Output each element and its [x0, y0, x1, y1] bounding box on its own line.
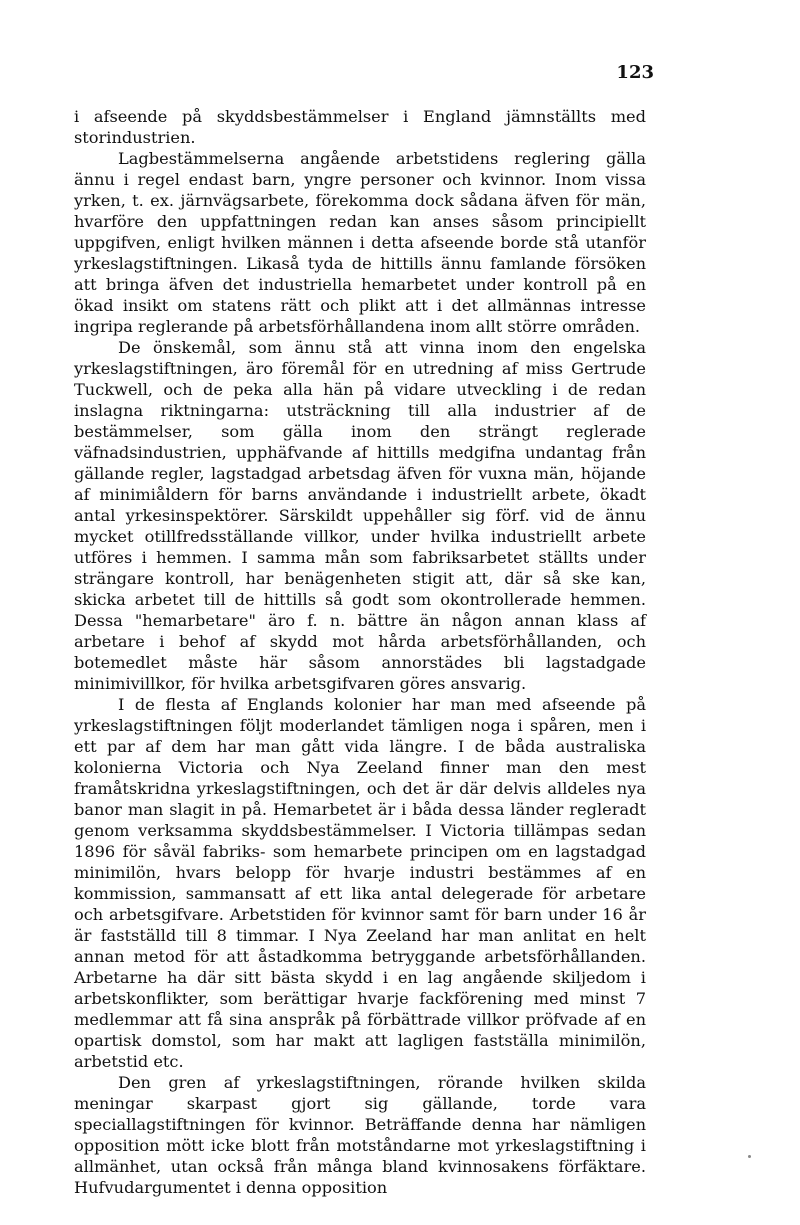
body-text [74, 106, 646, 1198]
paragraph-kolonier: I de flesta af Englands kolonier har man med afseende på yrkeslagstiftningen följt moderlandet tämligen noga i spåren, men i ett par af dem har man gått vida längre. I de båda australiska kolonierna Victoria och Nya Zeeland finner man den mest framåtskridna yrkeslagstiftningen, och det är där delvis alldeles nya banor man slagit in på. Hemarbetet är i båda dessa länder regleradt genom verksamma skyddsbestämmelser. I Victoria tillämpas sedan 1896 för såväl fabriks- som hemarbete principen om en lagstadgad minimilön, hvars belopp för hvarje industri bestämmes af en kommission, sammansatt af ett lika antal delegerade för arbetare och arbetsgifvare. Arbetstiden för kvinnor samt för barn under 16 år är fastställd till 8 timmar. I Nya Zeeland har man anlitat en helt annan metod för att åstadkomma betryggande arbetsförhållanden. Arbetarne ha där sitt bästa skydd i en lag angående skiljedom i arbetskonflikter, som berättigar hvarje fackförening med minst 7 medlemmar att få sina anspråk på förbättrade villkor pröfvade af en opartisk domstol, som har makt att lagligen fastställa minimilön, arbetstid etc. [74, 695, 646, 1071]
page-number: 123 [616, 62, 654, 83]
paragraph-kvinnor: Den gren af yrkeslagstiftningen, rörande hvilken skilda meningar skarpast gjort sig gällande, torde vara speciallagstiftningen för kvinnor. Beträffande denna har nämligen opposition mött icke blott från motståndarne mot yrkeslagstiftning i allmänhet, utan också från många bland kvinnosakens förfäktare. Hufvudargumentet i denna opposition [74, 1073, 646, 1197]
paragraph-continuation: i afseende på skyddsbestämmelser i England jämnställts med storindustrien. [74, 107, 646, 147]
paragraph-onskemal: De önskemål, som ännu stå att vinna inom den engelska yrkeslagstiftningen, äro föremål för en utredning af miss Gertrude Tuckwell, och de peka alla hän på vidare utveckling i de redan inslagna riktningarna: utsträckning till alla industrier af de bestämmelser, som gälla inom den strängt reglerade väfnadsindustrien, upphäfvande af hittills medgifna undantag från gällande regler, lagstadgad arbetsdag äfven för vuxna män, höjande af minimiåldern för barns användande i industriellt arbete, ökadt antal yrkesinspektörer. Särskildt uppehåller sig förf. vid de ännu mycket otillfredsställande villkor, under hvilka industriellt arbete utföres i hemmen. I samma mån som fabriksarbetet ställts under strängare kontroll, har benägenheten stigit att, där så ske kan, skicka arbetet till de hittills så godt som okontrollerade hemmen. Dessa "hemarbetare" äro f. n. bättre än någon annan klass af arbetare i behof af skydd mot hårda arbetsförhållanden, och botemedlet måste här såsom annorstädes bli lagstadgade minimivillkor, för hvilka arbetsgifvaren göres ansvarig. [74, 338, 646, 693]
paragraph-lagbestammelser: Lagbestämmelserna angående arbetstidens reglering gälla ännu i regel endast barn, yngre personer och kvinnor. Inom vissa yrken, t. ex. järnvägsarbete, förekomma dock sådana äfven för män, hvarföre den uppfattningen redan kan anses såsom principiellt uppgifven, enligt hvilken männen i detta afseende borde stå utanför yrkeslagstiftningen. Likaså tyda de hittills ännu famlande försöken att bringa äfven det industriella hemarbetet under kontroll på en ökad insikt om statens rätt och plikt att i det allmännas intresse ingripa reglerande på arbetsförhållandena inom allt större områden. [74, 149, 646, 336]
print-speck [748, 1155, 751, 1158]
